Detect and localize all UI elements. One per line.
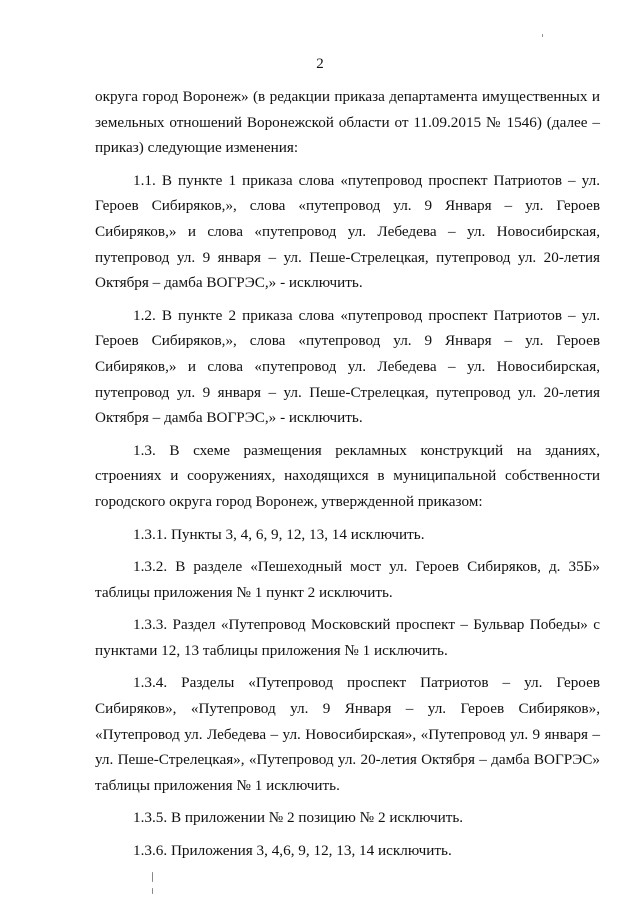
paragraph-1-3: 1.3. В схеме размещения рекламных конструкций на зданиях, строениях и сооружениях, находящихся в муниципальной собственности городского округа город Воронеж, утвержденной приказом: (95, 441, 600, 510)
paragraph-1-3-6: 1.3.6. Приложения 3, 4,6, 9, 12, 13, 14 исключить. (133, 842, 452, 860)
paragraph-intro: округа город Воронеж» (в редакции приказа департамента имущественных и земельных отношений Воронежской области от 11.09.2015 № 1546) (далее – приказ) следующие изменения: (95, 88, 600, 157)
paragraph-1-3-2: 1.3.2. В разделе «Пешеходный мост ул. Героев Сибиряков, д. 35Б» таблицы приложения № 1 пункт 2 исключить. (95, 558, 600, 601)
paragraph-1-3-1: 1.3.1. Пункты 3, 4, 6, 9, 12, 13, 14 исключить. (133, 525, 425, 543)
scan-speck (152, 888, 153, 894)
paragraph-1-3-5: 1.3.5. В приложении № 2 позицию № 2 исключить. (133, 809, 464, 827)
paragraph-1-3-4: 1.3.4. Разделы «Путепровод проспект Патриотов – ул. Героев Сибиряков», «Путепровод ул. 9 Января – ул. Героев Сибиряков», «Путепровод ул. Лебедева – ул. Новосибирская», «Путепровод ул. 9 января – ул. Пеше-Стрелецкая», «Путепровод ул. 20-летия Октября – дамба ВОГРЭС» таблицы приложения № 1 исключить. (95, 674, 600, 794)
scan-speck (542, 34, 543, 37)
paragraph-1-2: 1.2. В пункте 2 приказа слова «путепровод проспект Патриотов – ул. Героев Сибиряков,», слова «путепровод ул. 9 Января – ул. Героев Сибиряков,» и слова «путепровод ул. Лебедева – ул. Новосибирская, путепровод ул. 9 января – ул. Пеше-Стрелецкая, путепровод ул. 20-летия Октября – дамба ВОГРЭС,» - исключить. (95, 306, 600, 427)
paragraph-1-1: 1.1. В пункте 1 приказа слова «путепровод проспект Патриотов – ул. Героев Сибиряков,», слова «путепровод ул. 9 Января – ул. Героев Сибиряков,» и слова «путепровод ул. Лебедева – ул. Новосибирская, путепровод ул. 9 января – ул. Пеше-Стрелецкая, путепровод ул. 20-летия Октября – дамба ВОГРЭС,» - исключить. (95, 171, 600, 292)
document-body (95, 84, 600, 871)
page-number: 2 (316, 56, 324, 72)
paragraph-1-3-3: 1.3.3. Раздел «Путепровод Московский проспект – Бульвар Победы» с пунктами 12, 13 таблицы приложения № 1 исключить. (95, 616, 600, 659)
scan-speck (152, 872, 153, 882)
